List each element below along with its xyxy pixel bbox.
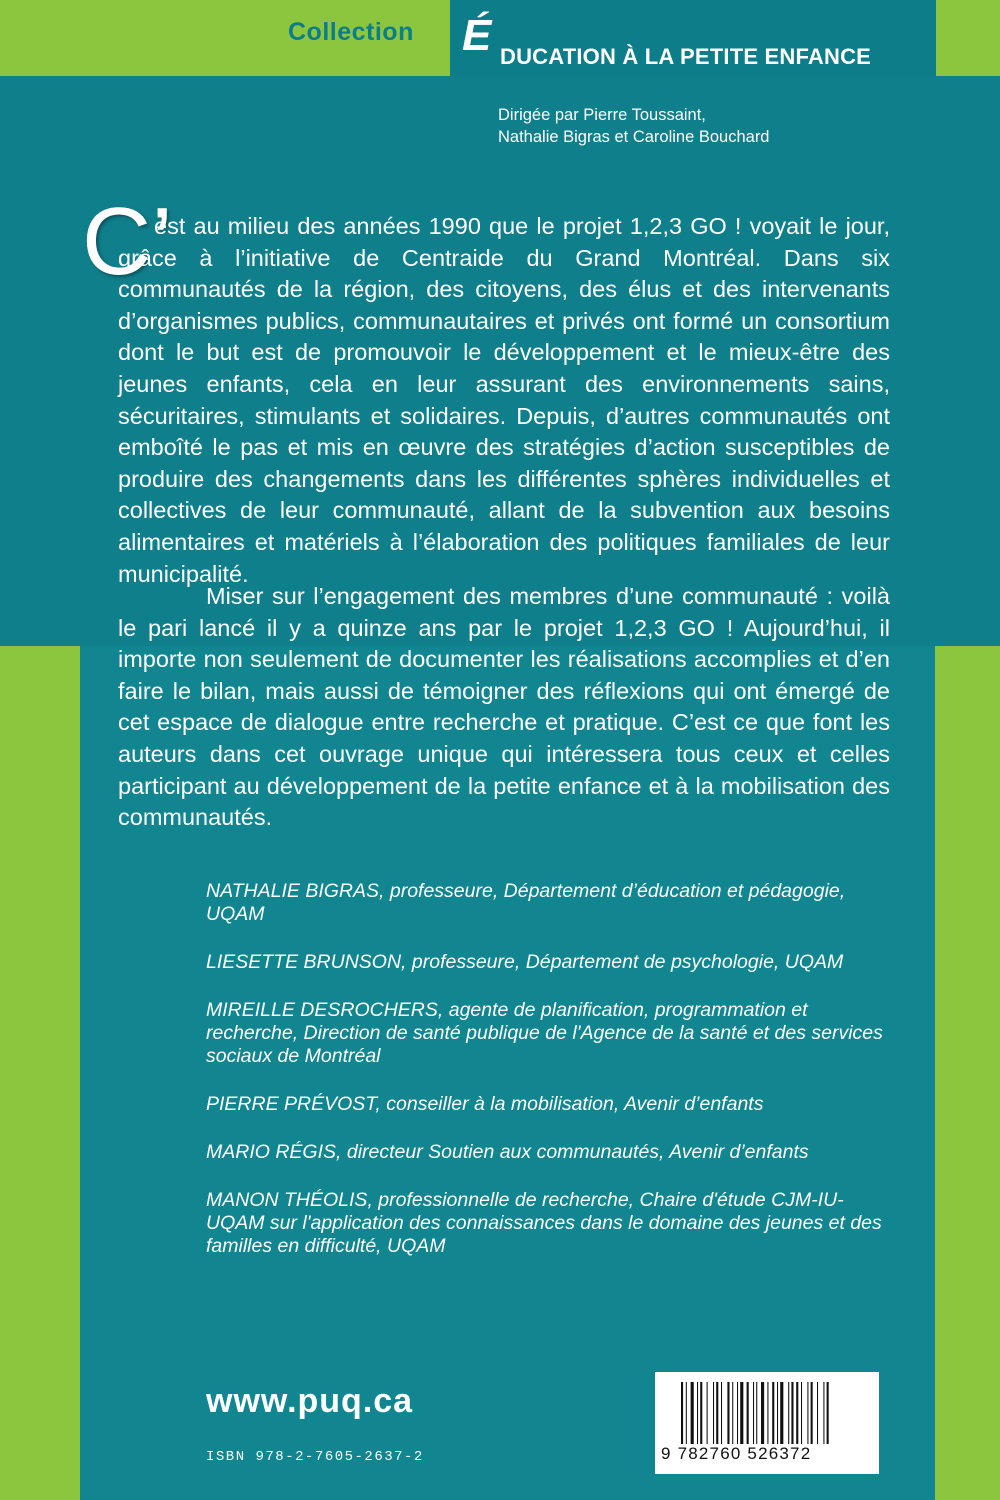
paragraph-1 (118, 211, 890, 590)
collection-title: DUCATION À LA PETITE ENFANCE (500, 44, 872, 69)
author-name: LIESETTE BRUNSON (206, 951, 402, 973)
barcode-bar (713, 1382, 714, 1444)
barcode-bar (747, 1382, 749, 1444)
barcode-bar (700, 1382, 702, 1444)
barcode-bar (737, 1382, 738, 1444)
right-green-band (935, 646, 1000, 1500)
barcode-bar (796, 1382, 798, 1444)
barcode-bar (753, 1382, 754, 1444)
barcode-bar (791, 1382, 793, 1444)
barcode-bar (817, 1382, 818, 1444)
author-role: , agente de planification, programmation et recherche, Direction de santé publique de l'Agence de la santé et des services sociaux de Montréal (206, 999, 883, 1067)
author-name: MARIO RÉGIS (206, 1141, 337, 1163)
barcode-bar (772, 1382, 774, 1444)
author-role: , directeur Soutien aux communautés, Avenir d’enfants (336, 1141, 809, 1163)
barcode-bar (721, 1382, 722, 1444)
barcode-bar (767, 1382, 768, 1444)
barcode-bar (716, 1382, 718, 1444)
author-entry (206, 1093, 886, 1116)
barcode-bar (761, 1382, 764, 1444)
barcode-bar (691, 1382, 694, 1444)
barcode-bar (777, 1382, 778, 1444)
dropcap: C’ (82, 188, 173, 295)
barcode-bar (823, 1382, 824, 1444)
author-role: , professeure, Département de psychologie, UQAM (401, 951, 844, 973)
barcode-bar (811, 1382, 813, 1444)
barcode-bar (756, 1382, 757, 1444)
authors-list (206, 880, 886, 1283)
author-entry (206, 1189, 886, 1258)
directors-line-2: Nathalie Bigras et Caroline Bouchard (498, 128, 770, 146)
barcode-bar (732, 1382, 733, 1444)
collection-label: Collection (288, 18, 414, 46)
paragraph-2: Miser sur l’engagement des membres d’une communauté : voilà le pari lancé il y a quinze ans par le projet 1,2,3 GO ! Aujourd’hui, il importe non seulement de documenter les réalisations accomplies et d’en faire le bilan, mais aussi de témoigner des réflexions qui ont émergé de cet espace de dialogue entre recherche et pratique. C’est ce que font les auteurs dans cet ouvrage unique qui intéressera tous ceux et celles participant au développement de la petite enfance et à la mobilisation des communautés. (118, 583, 890, 831)
collection-title-initial: É (462, 11, 492, 60)
barcode-bar (740, 1382, 743, 1444)
barcode-bar (707, 1382, 708, 1444)
author-role: , professeure, Département d’éducation et pédagogie, UQAM (206, 880, 846, 925)
author-role: , conseiller à la mobilisation, Avenir d’enfants (375, 1093, 764, 1115)
barcode-bar (780, 1382, 783, 1444)
publisher-website[interactable]: www.puq.ca (206, 1382, 414, 1420)
barcode-bar (801, 1382, 802, 1444)
author-role: , professionnelle de recherche, Chaire d'étude CJM-IU-UQAM sur l'application des connaissances dans le domaine des jeunes et des familles en difficulté, UQAM (206, 1189, 882, 1257)
barcode-bars (681, 1382, 871, 1444)
author-entry (206, 880, 886, 926)
author-entry (206, 999, 886, 1068)
left-green-band (0, 646, 80, 1500)
barcode-bar (697, 1382, 698, 1444)
author-name: MIREILLE DESROCHERS (206, 999, 438, 1021)
barcode-bar (788, 1382, 789, 1444)
barcode-bar (727, 1382, 729, 1444)
barcode-bar (681, 1382, 683, 1444)
barcode (655, 1372, 879, 1474)
author-name: MANON THÉOLIS (206, 1189, 368, 1211)
isbn: ISBN 978-2-7605-2637-2 (206, 1449, 424, 1465)
barcode-bar (686, 1382, 687, 1444)
barcode-digits: 9 782760 526372 (661, 1444, 812, 1463)
author-entry (206, 951, 886, 974)
barcode-bar (807, 1382, 808, 1444)
author-entry (206, 1141, 886, 1164)
directors (498, 104, 770, 148)
paragraph-1-text: est au milieu des années 1990 que le projet 1,2,3 GO ! voyait le jour, grâce à l’initiative de Centraide du Grand Montréal. Dans six communautés de la région, des citoyens, des élus et des intervenants d’organismes publics, communautaires et privés ont formé un consortium dont le but est de promouvoir le développement et le mieux-être des jeunes enfants, cela en leur assurant des environnements sains, sécuritaires, stimulants et solidaires. Depuis, d’autres communautés ont emboîté le pas et mis en œuvre des stratégies d’action susceptibles de produire des changements dans les différentes sphères individuelles et collectives de leur communauté, allant de la subvention aux besoins alimentaires et matériels à l’élaboration des politiques familiales de leur municipalité. (118, 213, 890, 587)
barcode-bar (827, 1382, 829, 1444)
directors-line-1: Dirigée par Pierre Toussaint, (498, 106, 706, 124)
author-name: PIERRE PRÉVOST (206, 1093, 376, 1115)
author-name: NATHALIE BIGRAS (206, 880, 380, 902)
